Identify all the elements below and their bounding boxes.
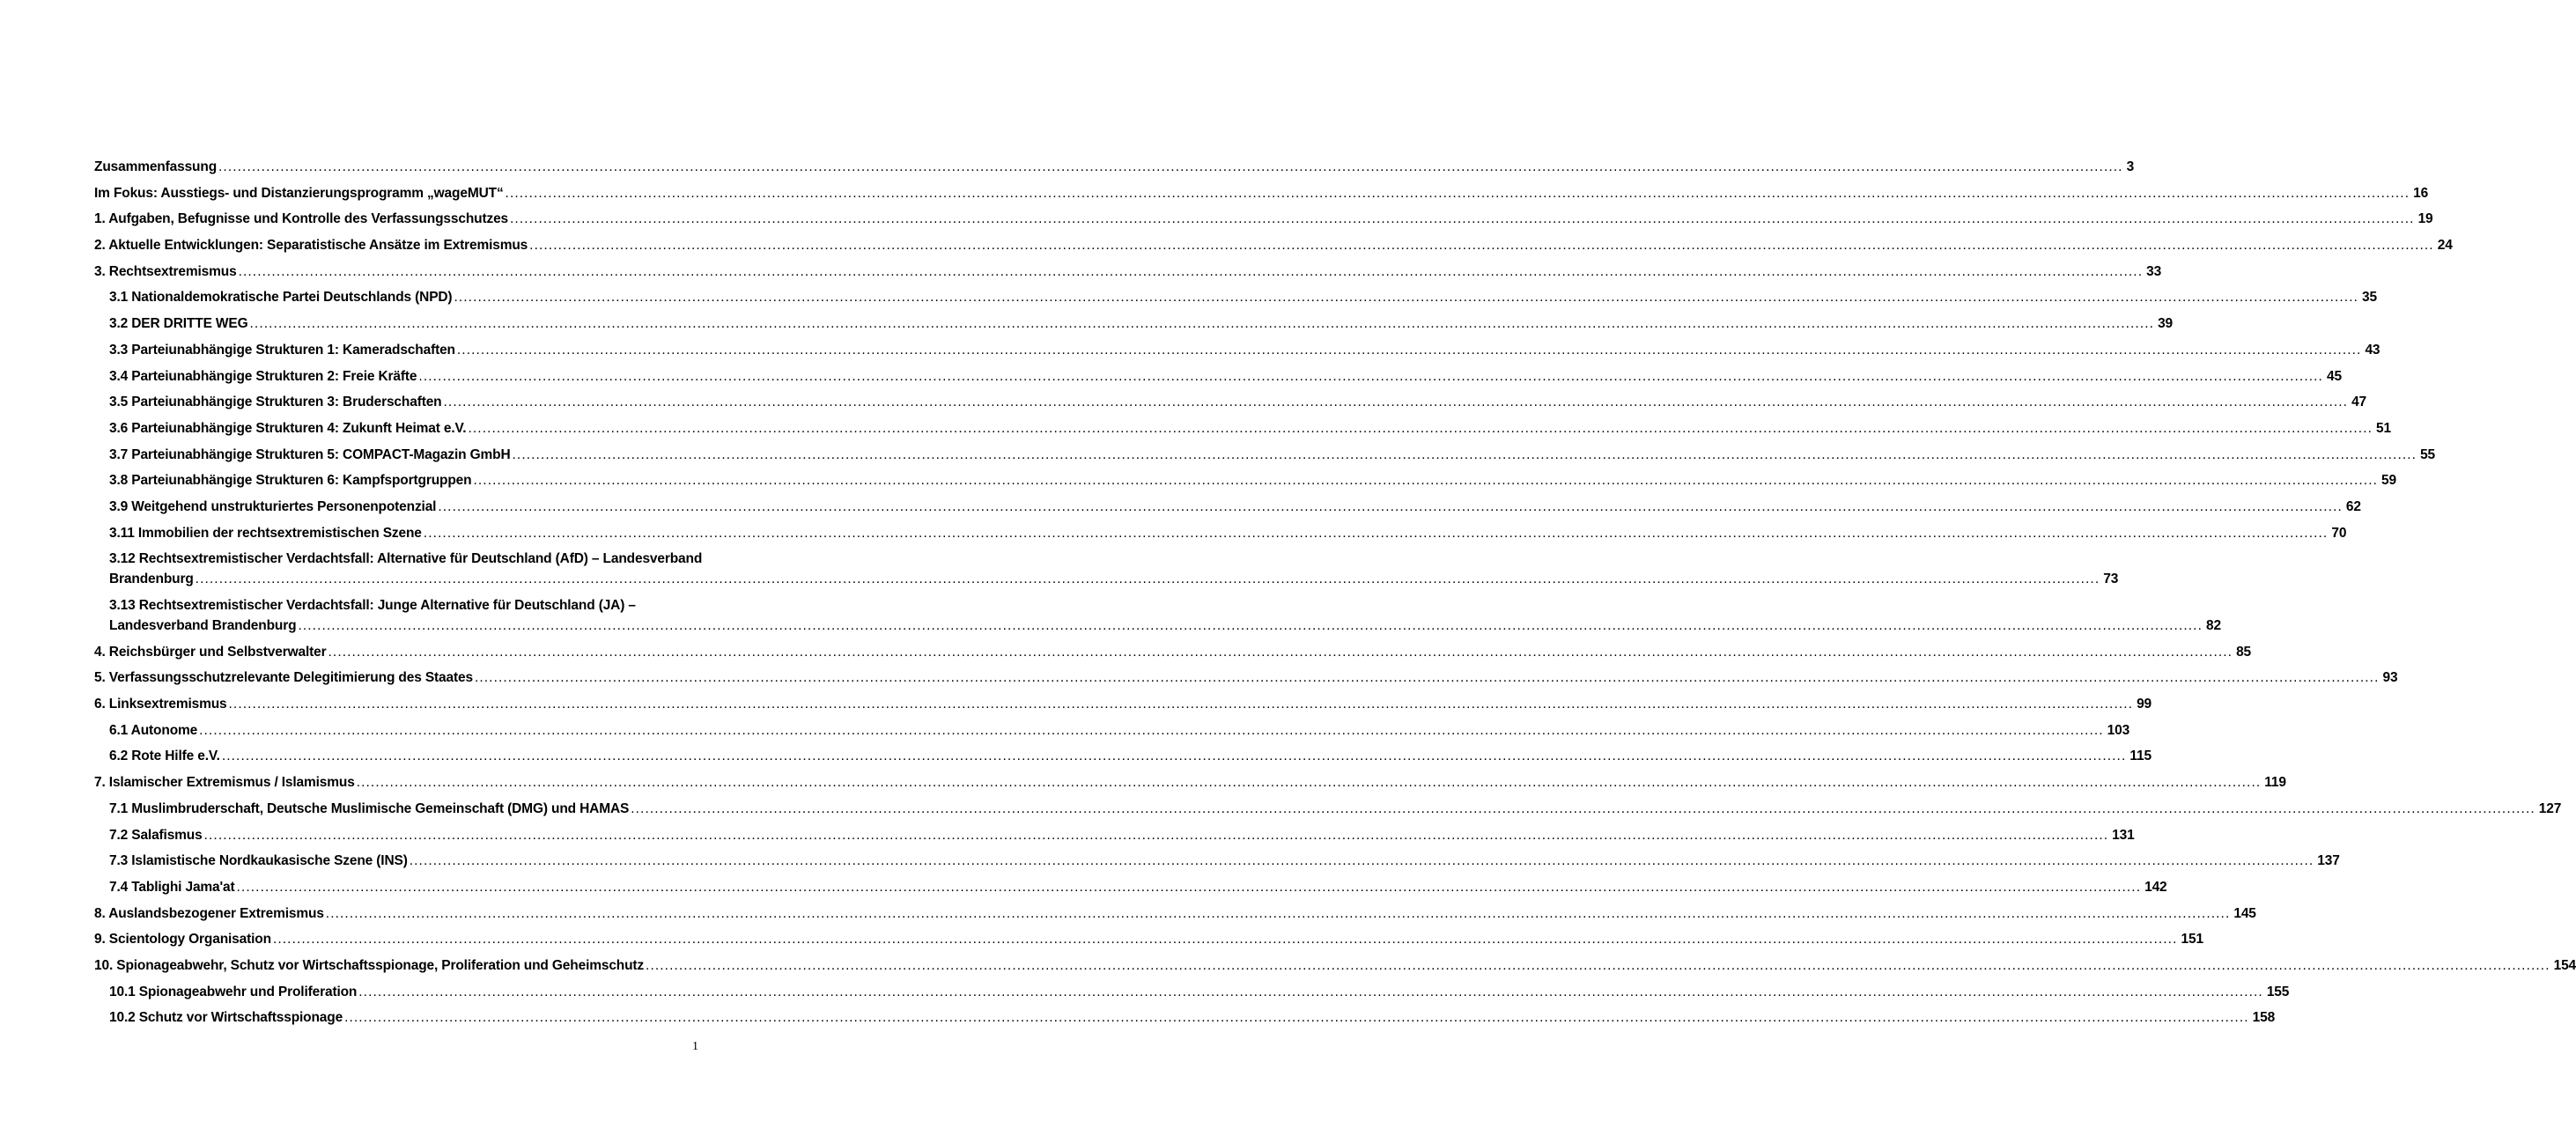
toc-entry[interactable]: [94, 366, 2342, 387]
dot-leader: ................................................................................................................................................................................................................................................................................................................................................................................................................: [631, 800, 2535, 816]
dot-leader: ................................................................................................................................................................................................................................................................................................................................................................................................................: [443, 395, 2349, 410]
toc-entry[interactable]: [94, 903, 2256, 924]
toc-page-number: 127: [2538, 800, 2562, 816]
toc-entry[interactable]: [94, 825, 2135, 845]
toc-entry-title: 3.12 Rechtsextremistischer Verdachtsfall: Alternative für Deutschland (AfD) – Landesverband: [109, 551, 703, 567]
toc-entry-title: 3.5 Parteiunabhängige Strukturen 3: Bruderschaften: [109, 395, 442, 410]
dot-leader: ................................................................................................................................................................................................................................................................................................................................................................................................................: [473, 473, 2379, 489]
toc-entry-title: 6.2 Rote Hilfe e.V.: [109, 749, 220, 764]
toc-page-number: 16: [2413, 185, 2429, 201]
toc-page-number: 151: [2181, 932, 2203, 948]
toc-entry-title: 3. Rechtsextremismus: [94, 263, 237, 279]
dot-leader: ................................................................................................................................................................................................................................................................................................................................................................................................................: [454, 290, 2359, 306]
toc-entry[interactable]: [94, 262, 2162, 282]
toc-entry[interactable]: [94, 287, 2377, 307]
table-of-contents: [94, 157, 2576, 1034]
dot-leader: ................................................................................................................................................................................................................................................................................................................................................................................................................: [356, 775, 2262, 791]
toc-page-number: 3: [2126, 159, 2135, 174]
dot-leader: ................................................................................................................................................................................................................................................................................................................................................................................................................: [203, 827, 2109, 843]
toc-page-number: 24: [2437, 238, 2453, 254]
toc-page-number: 51: [2376, 420, 2391, 436]
toc-entry-title: 6. Linksextremismus: [94, 697, 227, 712]
toc-entry[interactable]: [94, 694, 2152, 714]
toc-entry[interactable]: [94, 209, 2433, 229]
toc-page-number: 145: [2233, 905, 2256, 921]
toc-page-number: 103: [2107, 722, 2130, 738]
dot-leader: ................................................................................................................................................................................................................................................................................................................................................................................................................: [344, 1010, 2249, 1026]
toc-entry[interactable]: [94, 955, 2576, 976]
dot-leader: ................................................................................................................................................................................................................................................................................................................................................................................................................: [423, 525, 2329, 541]
toc-entry[interactable]: [94, 642, 2252, 662]
dot-leader: ................................................................................................................................................................................................................................................................................................................................................................................................................: [199, 722, 2104, 738]
toc-page-number: 154: [2553, 957, 2576, 973]
toc-page-number: 47: [2351, 395, 2367, 410]
toc-entry[interactable]: [94, 157, 2135, 177]
toc-page-number: 33: [2146, 263, 2162, 279]
toc-entry-title: 3.6 Parteiunabhängige Strukturen 4: Zukunft Heimat e.V.: [109, 420, 467, 436]
dot-leader: ................................................................................................................................................................................................................................................................................................................................................................................................................: [325, 905, 2231, 921]
toc-entry[interactable]: [94, 851, 2340, 871]
toc-entry-title: 7.3 Islamistische Nordkaukasische Szene (INS): [109, 853, 408, 869]
dot-leader: ................................................................................................................................................................................................................................................................................................................................................................................................................: [236, 879, 2142, 895]
toc-entry-title: Im Fokus: Ausstiegs- und Distanzierungsprogramm „wageMUT“: [94, 185, 504, 201]
dot-leader: ................................................................................................................................................................................................................................................................................................................................................................................................................: [221, 749, 2127, 764]
toc-page-number: 137: [2317, 853, 2340, 869]
toc-page-number: 82: [2206, 618, 2221, 633]
toc-entry-title: 9. Scientology Organisation: [94, 932, 271, 948]
dot-leader: ................................................................................................................................................................................................................................................................................................................................................................................................................: [468, 420, 2373, 436]
toc-page-number: 19: [2417, 211, 2433, 227]
toc-entry-title: 5. Verfassungsschutzrelevante Delegitimierung des Staates: [94, 670, 473, 686]
toc-page-number: 59: [2381, 473, 2396, 489]
toc-entry[interactable]: [94, 497, 2361, 517]
toc-page-number: 62: [2345, 498, 2361, 514]
toc-entry[interactable]: [94, 1007, 2276, 1028]
toc-entry-title: 7. Islamischer Extremismus / Islamismus: [94, 775, 355, 791]
toc-page-number: 85: [2236, 644, 2252, 660]
dot-leader: ................................................................................................................................................................................................................................................................................................................................................................................................................: [298, 618, 2203, 633]
toc-entry[interactable]: [94, 982, 2290, 1002]
toc-entry-title: 2. Aktuelle Entwicklungen: Separatistische Ansätze im Extremismus: [94, 238, 528, 254]
dot-leader: ................................................................................................................................................................................................................................................................................................................................................................................................................: [358, 984, 2263, 999]
dot-leader: ................................................................................................................................................................................................................................................................................................................................................................................................................: [272, 932, 2178, 948]
toc-entry[interactable]: [94, 235, 2453, 255]
toc-entry-title: 8. Auslandsbezogener Extremismus: [94, 905, 324, 921]
toc-entry-title: 3.7 Parteiunabhängige Strukturen 5: COMPACT-Magazin GmbH: [109, 446, 511, 462]
toc-entry[interactable]: [94, 549, 2119, 589]
toc-entry-title: 10.1 Spionageabwehr und Proliferation: [109, 984, 358, 999]
toc-entry-title: 7.1 Muslimbruderschaft, Deutsche Muslimische Gemeinschaft (DMG) und HAMAS: [109, 800, 630, 816]
toc-page-number: 73: [2103, 572, 2119, 587]
toc-page-number: 142: [2144, 879, 2167, 895]
dot-leader: ................................................................................................................................................................................................................................................................................................................................................................................................................: [510, 211, 2415, 227]
toc-page-number: 115: [2129, 749, 2152, 764]
dot-leader: ................................................................................................................................................................................................................................................................................................................................................................................................................: [438, 498, 2343, 514]
toc-page-number: 99: [2137, 697, 2152, 712]
toc-entry-title: 3.2 DER DRITTE WEG: [109, 316, 248, 332]
toc-page-number: 158: [2252, 1010, 2276, 1026]
toc-page-number: 45: [2326, 368, 2342, 384]
dot-leader: ................................................................................................................................................................................................................................................................................................................................................................................................................: [249, 316, 2155, 332]
toc-entry[interactable]: [94, 445, 2436, 465]
toc-page-number: 155: [2266, 984, 2290, 999]
dot-leader: ................................................................................................................................................................................................................................................................................................................................................................................................................: [228, 697, 2134, 712]
toc-entry-title: 3.3 Parteiunabhängige Strukturen 1: Kameradschaften: [109, 342, 455, 358]
toc-page-number: 43: [2365, 342, 2380, 358]
toc-entry[interactable]: [94, 595, 2221, 636]
toc-page-number: 35: [2362, 290, 2377, 306]
toc-entry-title: 3.9 Weitgehend unstrukturiertes Personenpotenzial: [109, 498, 437, 514]
dot-leader: ................................................................................................................................................................................................................................................................................................................................................................................................................: [409, 853, 2314, 869]
toc-entry-title: 3.8 Parteiunabhängige Strukturen 6: Kampfsportgruppen: [109, 473, 472, 489]
toc-entry[interactable]: [94, 772, 2286, 793]
toc-page-number: 119: [2264, 775, 2286, 791]
toc-entry[interactable]: [94, 340, 2380, 360]
toc-entry-title: 3.4 Parteiunabhängige Strukturen 2: Freie Kräfte: [109, 368, 417, 384]
toc-entry-title: 3.11 Immobilien der rechtsextremistischen Szene: [109, 525, 422, 541]
dot-leader: ................................................................................................................................................................................................................................................................................................................................................................................................................: [474, 670, 2380, 686]
toc-entry-title: 6.1 Autonome: [109, 722, 198, 738]
dot-leader: ................................................................................................................................................................................................................................................................................................................................................................................................................: [418, 368, 2323, 384]
toc-entry[interactable]: [94, 746, 2152, 766]
toc-entry[interactable]: [94, 929, 2203, 949]
toc-entry[interactable]: [94, 418, 2391, 439]
dot-leader: ................................................................................................................................................................................................................................................................................................................................................................................................................: [218, 159, 2123, 174]
toc-entry[interactable]: [94, 877, 2167, 897]
toc-entry-title-continued: Landesverband Brandenburg: [109, 618, 297, 633]
dot-leader: ................................................................................................................................................................................................................................................................................................................................................................................................................: [195, 572, 2100, 587]
dot-leader: ................................................................................................................................................................................................................................................................................................................................................................................................................: [529, 238, 2434, 254]
toc-entry-title: 10.2 Schutz vor Wirtschaftsspionage: [109, 1010, 343, 1026]
dot-leader: ................................................................................................................................................................................................................................................................................................................................................................................................................: [505, 185, 2410, 201]
toc-entry-title: 7.2 Salafismus: [109, 827, 203, 843]
toc-entry[interactable]: [94, 799, 2562, 819]
toc-entry[interactable]: [94, 470, 2396, 490]
toc-page-number: 93: [2382, 670, 2398, 686]
toc-page-number: 55: [2420, 446, 2436, 462]
toc-entry[interactable]: [94, 183, 2429, 203]
toc-entry-title: 3.13 Rechtsextremistischer Verdachtsfall: Junge Alternative für Deutschland (JA) –: [109, 598, 636, 613]
dot-leader: ................................................................................................................................................................................................................................................................................................................................................................................................................: [646, 957, 2550, 973]
toc-entry-title: 10. Spionageabwehr, Schutz vor Wirtschaftsspionage, Proliferation und Geheimschutz: [94, 957, 645, 973]
toc-entry[interactable]: [94, 720, 2130, 741]
toc-entry[interactable]: [94, 392, 2367, 412]
toc-page-number: 131: [2112, 827, 2135, 843]
toc-entry-title: Zusammenfassung: [94, 159, 218, 174]
toc-entry[interactable]: [94, 523, 2347, 543]
page-number: 1: [692, 1040, 698, 1053]
dot-leader: ................................................................................................................................................................................................................................................................................................................................................................................................................: [512, 446, 2417, 462]
toc-page-number: 70: [2331, 525, 2347, 541]
toc-entry[interactable]: [94, 313, 2174, 334]
toc-entry-title-continued: Brandenburg: [109, 572, 194, 587]
dot-leader: ................................................................................................................................................................................................................................................................................................................................................................................................................: [456, 342, 2362, 358]
toc-entry[interactable]: [94, 667, 2398, 688]
toc-entry-title: 3.1 Nationaldemokratische Partei Deutschlands (NPD): [109, 290, 453, 306]
toc-entry-title: 1. Aufgaben, Befugnisse und Kontrolle des Verfassungsschutzes: [94, 211, 509, 227]
dot-leader: ................................................................................................................................................................................................................................................................................................................................................................................................................: [328, 644, 2233, 660]
toc-page-number: 39: [2158, 316, 2174, 332]
toc-entry-title: 4. Reichsbürger und Selbstverwalter: [94, 644, 327, 660]
dot-leader: ................................................................................................................................................................................................................................................................................................................................................................................................................: [238, 263, 2144, 279]
toc-entry-title: 7.4 Tablighi Jama'at: [109, 879, 235, 895]
